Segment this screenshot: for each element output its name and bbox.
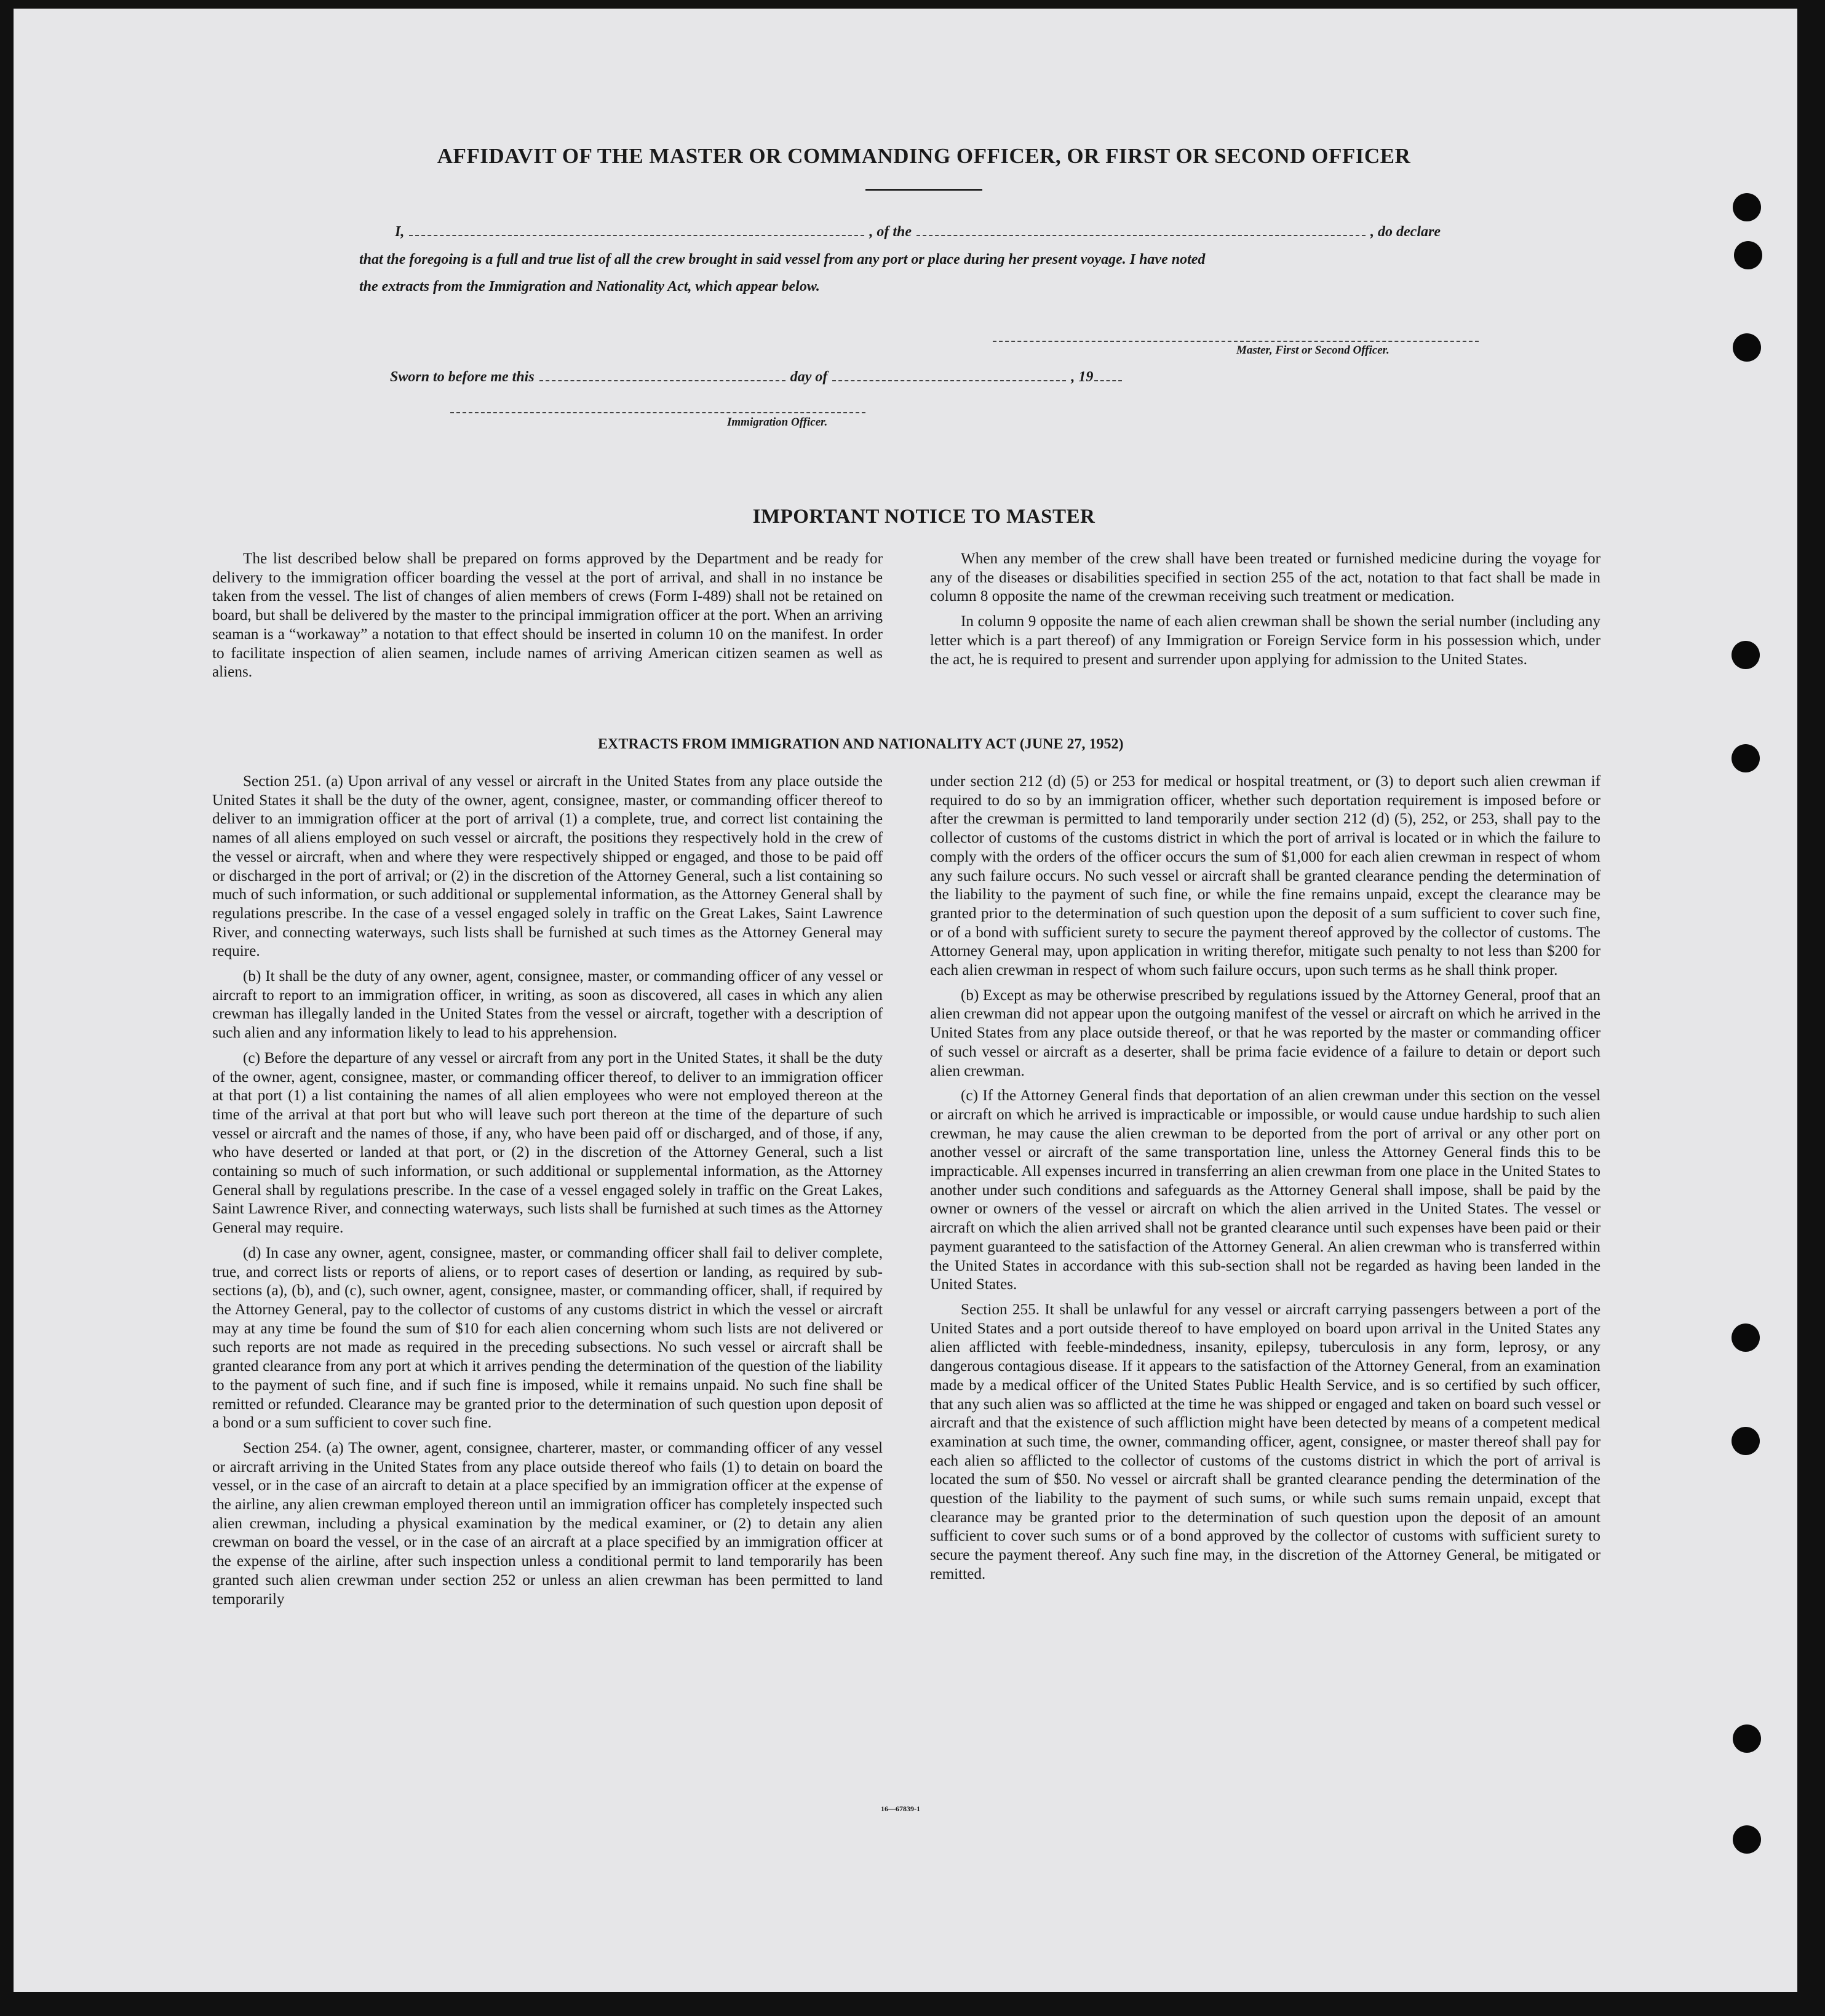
extracts-title: EXTRACTS FROM IMMIGRATION AND NATIONALITY ACT (JUNE 27, 1952) <box>598 736 1124 752</box>
master-signature-label: Master, First or Second Officer. <box>1236 344 1390 357</box>
punch-hole <box>1733 333 1761 362</box>
sworn-year-blank[interactable] <box>1094 380 1122 381</box>
punch-hole <box>1732 1427 1760 1455</box>
punch-hole <box>1732 1323 1760 1352</box>
affidavit-title: AFFIDAVIT OF THE MASTER OR COMMANDING OFFICER, OR FIRST OR SECOND OFFICER <box>437 144 1411 168</box>
extract-paragraph: (c) If the Attorney General finds that deportation of an alien crewman under this section on the vessel or aircraft on which he arrived is impracticable or impossible, or would cause undue hardship to such alien crewman, he may cause the alien crewman to be deported from the port of arrival or any other port on another vessel or aircraft of the same transportation line, unless the Attorney General finds this to be impracticable. All expenses incurred in transferring an alien crewman from one place in the United States to another under such conditions and safeguards as the Attorney General shall impose, shall be paid by the owner or owners of the vessel or aircraft on which the alien arrived in the United States. The vessel or aircraft on which the alien arrived shall not be granted clearance until such expenses have been paid or their payment guaranteed to the satisfaction of the Attorney General. An alien crewman who is transferred within the United States in accordance with this sub-section shall not be regarded as having been landed in the United States. <box>930 1087 1600 1293</box>
extract-paragraph: Section 255. It shall be unlawful for any vessel or aircraft carrying passengers between a port of the United States and a port outside thereof to have employed on board upon arrival in the United States any alien afflicted with feeble-mindedness, insanity, epilepsy, tuberculosis in any form, leprosy, or any dangerous contagious disease. If it appears to the satisfaction of the Attorney General, from an examination made by a medical officer of the United States Public Health Service, and is so certified by such officer, that any such alien was so afflicted at the time he was shipped or engaged and taken on board such vessel or aircraft and that the existence of such affliction might have been detected by means of a competent medical examination at such time, the owner, commanding officer, agent, consignee, or master thereof shall pay for each alien so afflicted to the collector of customs of the customs district in which the port of arrival is located the sum of $50. No vessel or aircraft shall be granted clearance pending the determination of the question of the liability to the payment of such sums, or while such sums remain unpaid, except that clearance may be granted prior to the determination of such question upon the deposit of an amount sufficient to cover such sums or of a bond approved by the collector of customs with sufficient surety to secure the payment thereof. Any such fine may, in the discretion of the Attorney General, be mitigated or remitted. <box>930 1301 1600 1582</box>
extract-paragraph: (d) In case any owner, agent, consignee, master, or commanding officer shall fail to deliver complete, true, and correct lists or reports of aliens, or to report cases of desertion or landing, as required by sub-sections (a), (b), and (c), such owner, agent, consignee, master, or commanding officer, shall, if required by the Attorney General, pay to the collector of customs of any customs district in which the vessel or aircraft may at any time be found the sum of $10 for each alien concerning whom such lists are not delivered or such reports are not made as required in the preceding subsections. No such vessel or aircraft shall be granted clearance from any port at which it arrives pending the determination of the question of the liability to the payment of such fine, and if such fine is imposed, while it remains unpaid. No such fine shall be remitted or refunded. Clearance may be granted prior to the determination of such question upon deposit of a bond or a sum sufficient to cover such fine. <box>212 1244 883 1432</box>
extracts-left-column <box>212 772 883 1615</box>
punch-hole <box>1733 1724 1761 1753</box>
day-of-label: day of <box>790 369 828 385</box>
notice-right-column <box>930 550 1600 675</box>
immigration-officer-label: Immigration Officer. <box>727 416 828 429</box>
extract-paragraph: (c) Before the departure of any vessel or aircraft from any port in the United States, it shall be the duty of the owner, agent, consignee, master, or commanding officer thereof, to deliver to an immigration officer at that port (1) a list containing the names of all alien employees who were not employed thereon at the time of the arrival at that port but who will leave such port thereon at the time of the departure of such vessel or aircraft and the names of those, if any, who have been paid off or discharged, and of those, if any, who have deserted or landed at that port, or (2) in the discretion of the Attorney General, such a list containing so much of such information, or such additional or supplemental information, as the Attorney General shall by regulations prescribe. In the case of a vessel engaged solely in traffic on the Great Lakes, Saint Lawrence River, and connecting waterways, such lists shall be furnished at such times as the Attorney General may require. <box>212 1049 883 1237</box>
year-label: , 19 <box>1071 369 1094 385</box>
extract-paragraph: (b) Except as may be otherwise prescribed by regulations issued by the Attorney General, proof that an alien crewman did not appear upon the outgoing manifest of the vessel or aircraft on which he arrived in the United States from any place outside thereof, or that he was reported by the master or commanding officer of such vessel or aircraft as a deserter, shall be prima facie evidence of a failure to detain or deport such alien crewman. <box>930 986 1600 1079</box>
extract-paragraph: under section 212 (d) (5) or 253 for medical or hospital treatment, or (3) to deport such alien crewman if required to do so by an immigration officer, whether such deportation requirement is imposed before or after the crewman is permitted to land temporarily under section 212 (d) (5), 252, or 253, shall pay to the collector of customs of the customs district in which the port of arrival is located or in which the failure to comply with the orders of the officer occurs the sum of $1,000 for each alien crewman in respect of whom any such failure occurs. No such vessel or aircraft shall be granted clearance pending the determination of the liability to the payment of such fine, or while the fine remains unpaid, except the clearance may be granted prior to the determination of such question upon the deposit of a sum sufficient to cover such fine, or of a bond with sufficient surety to secure the payment thereof approved by the collector of customs. The Attorney General may, upon application in writing therefor, mitigate such penalty to not less than $200 for each alien crewman in respect of whom such failure occurs, upon such terms as he shall think proper. <box>930 773 1600 979</box>
punch-hole <box>1734 241 1762 269</box>
form-number: 16—67839-1 <box>881 1804 920 1813</box>
declaration-line-2: that the foregoing is a full and true list of all the crew brought in said vessel from any port or place during her present voyage. I have noted <box>359 252 1206 268</box>
declaration-line-1 <box>395 224 1441 240</box>
decl-of-the-label: , of the <box>869 224 912 240</box>
sworn-line <box>390 369 1127 386</box>
declaration-line-3: the extracts from the Immigration and Nationality Act, which appear below. <box>359 279 820 295</box>
master-signature-line[interactable] <box>993 341 1479 342</box>
punch-hole <box>1733 193 1761 221</box>
extract-paragraph: Section 251. (a) Upon arrival of any vessel or aircraft in the United States from any place outside the United States it shall be the duty of the owner, agent, consignee, master, or commanding officer thereof to deliver to an immigration officer at the port of arrival (1) a complete, true, and correct list containing the names of all aliens employed on such vessel or aircraft, the positions they respectively hold in the crew of the vessel or aircraft, when and where they were respectively shipped or engaged, and those to be paid off or discharged in the port of arrival; or (2) in the discretion of the Attorney General, such a list containing so much of such information, or such additional or supplemental information, as the Attorney General shall by regulations prescribe. In the case of a vessel engaged solely in traffic on the Great Lakes, Saint Lawrence River, and connecting waterways, such lists shall be furnished at such times as the Attorney General may require. <box>212 773 883 960</box>
decl-i-label: I, <box>395 224 405 240</box>
sworn-label: Sworn to before me this <box>390 369 535 385</box>
punch-hole <box>1732 641 1760 669</box>
punch-hole <box>1733 1825 1761 1854</box>
sworn-day-blank[interactable] <box>539 380 785 381</box>
immigration-officer-signature-line[interactable] <box>450 412 865 413</box>
extract-paragraph: Section 254. (a) The owner, agent, consignee, charterer, master, or commanding officer of any vessel or aircraft arriving in the United States from any place outside thereof who fails (1) to detain on board the vessel, or in the case of an aircraft to detain at a place specified by an immigration officer at the expense of the airline, any alien crewman employed thereon until an immigration officer has completely inspected such alien crewman, including a physical examination by the medical examiner, or (2) to detain any alien crewman on board the vessel, or in the case of an aircraft at a place specified by an immigration officer at the expense of the airline, after such inspection unless a conditional permit to land temporarily has been granted such alien crewman under section 252 or unless an alien crewman has been permitted to land temporarily <box>212 1439 883 1608</box>
notice-title: IMPORTANT NOTICE TO MASTER <box>752 506 1095 528</box>
name-blank[interactable] <box>409 235 864 236</box>
vessel-blank[interactable] <box>916 235 1366 236</box>
notice-paragraph: In column 9 opposite the name of each alien crewman shall be shown the serial number (including any letter which is a part thereof) of any Immigration or Foreign Service form in his possession which, under the act, he is required to present and surrender upon applying for admission to the United States. <box>930 613 1600 668</box>
notice-left-column <box>212 550 883 688</box>
title-rule <box>865 189 982 191</box>
sworn-month-blank[interactable] <box>832 380 1066 381</box>
extracts-right-column <box>930 772 1600 1590</box>
document-page <box>14 9 1797 1992</box>
notice-paragraph: When any member of the crew shall have been treated or furnished medicine during the voyage for any of the diseases or disabilities specified in section 255 of the act, notation to that fact shall be made in column 8 opposite the name of the crewman receiving such treatment or medication. <box>930 550 1600 605</box>
notice-paragraph: The list described below shall be prepared on forms approved by the Department and be ready for delivery to the immigration officer boarding the vessel at the port of arrival, and shall in no instance be taken from the vessel. The list of changes of alien members of crews (Form I-489) shall not be retained on board, but shall be delivered by the master to the principal immigration officer at the port. When an arriving seaman is a “workaway” a notation to that effect should be inserted in column 10 on the manifest. In order to facilitate inspection of alien seamen, include names of arriving American citizen seamen as well as aliens. <box>212 550 883 681</box>
punch-hole <box>1732 744 1760 772</box>
extract-paragraph: (b) It shall be the duty of any owner, agent, consignee, master, or commanding officer of any vessel or aircraft to report to an immigration officer, in writing, as soon as discovered, all cases in which any alien crewman has illegally landed in the United States from the vessel or aircraft, together with a description of such alien and any information likely to lead to his apprehension. <box>212 968 883 1042</box>
decl-do-declare-label: , do declare <box>1370 224 1441 240</box>
